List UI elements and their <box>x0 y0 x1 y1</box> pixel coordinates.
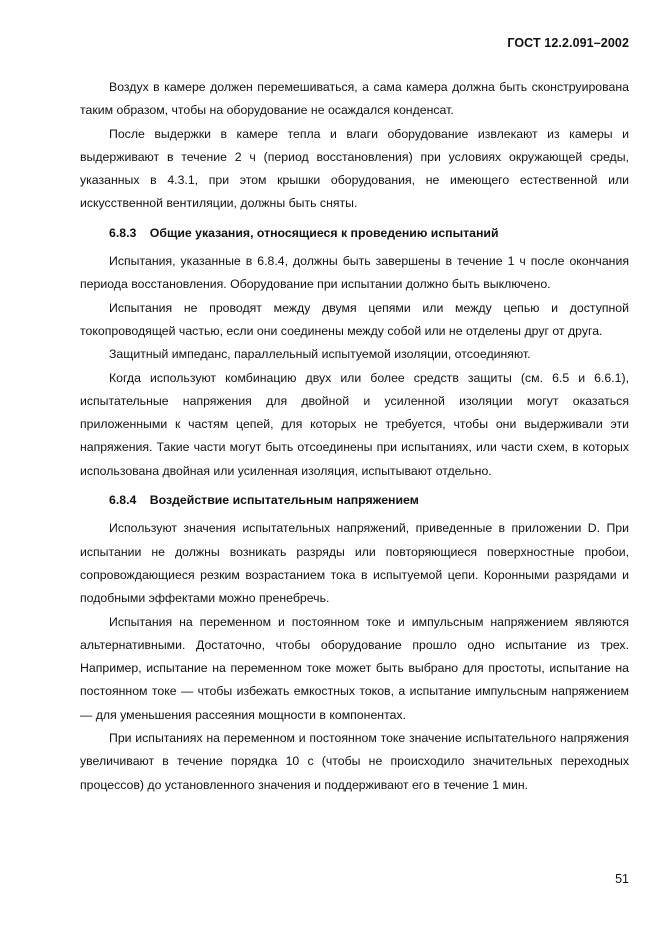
paragraph: После выдержки в камере тепла и влаги оборудование извлекают из камеры и выдерживают в течение 2 ч (период восстановления) при условиях окружающей среды, указанных в 4.3.1, при этом крышки оборудования, не имеющего естественной или искусственной вентиляции, должны быть сняты. <box>80 126 629 211</box>
paragraph: Защитный импеданс, параллельный испытуемой изоляции, отсоединяют. <box>109 347 531 362</box>
paragraph: Воздух в камере должен перемешиваться, а сама камера должна быть сконструирована таким образом, чтобы на оборудование не осаждался конденсат. <box>80 80 629 118</box>
paragraph: Испытания не проводят между двумя цепями или между цепью и доступной токопроводящей частью, если они соединены между собой или не отделены друг от друга. <box>80 300 629 338</box>
section-heading-6-8-4 <box>80 489 629 512</box>
section-title: Общие указания, относящиеся к проведению испытаний <box>149 225 499 240</box>
section-number: 6.8.4 <box>109 493 137 508</box>
paragraph: Испытания, указанные в 6.8.4, должны быть завершены в течение 1 ч после окончания периода восстановления. Оборудование при испытании должно быть выключено. <box>80 254 629 292</box>
standard-designation: ГОСТ 12.2.091–2002 <box>507 36 629 50</box>
paragraph: Когда используют комбинацию двух или более средств защиты (см. 6.5 и 6.6.1), испытательные напряжения для двойной и усиленной изоляции могут оказаться приложенными к частям цепей, для которых не требуется, чтобы они выдерживали эти напряжения. Такие части могут быть отсоединены при испытаниях, или части схем, в которых использована двойная или усиленная изоляция, испытывают отдельно. <box>80 370 629 478</box>
paragraph: При испытаниях на переменном и постоянном токе значение испытательного напряжения увеличивают в течение порядка 10 с (чтобы не происходило значительных переходных процессов) до установленного значения и поддерживают его в течение 1 мин. <box>80 731 629 792</box>
page-number: 51 <box>615 872 629 886</box>
paragraph: Используют значения испытательных напряжений, приведенные в приложении D. При испытании не должны возникать разряды или повторяющиеся поверхностные пробои, сопровождающиеся резким возрастанием тока в испытуемой цепи. Коронными разрядами и подобными эффектами можно пренебречь. <box>80 521 629 606</box>
section-title: Воздействие испытательным напряжением <box>149 493 419 508</box>
paragraph: Испытания на переменном и постоянном токе и импульсным напряжением являются альтернативными. Достаточно, чтобы оборудование прошло одно испытание из трех. Например, испытание на переменном токе может быть выбрано для простоты, испытание на постоянном токе — чтобы избежать емкостных токов, а испытание импульсным напряжением — для уменьшения рассеяния мощности в компонентах. <box>80 614 629 722</box>
page-content <box>80 76 629 797</box>
section-heading-6-8-3 <box>80 222 629 245</box>
section-number: 6.8.3 <box>109 225 137 240</box>
